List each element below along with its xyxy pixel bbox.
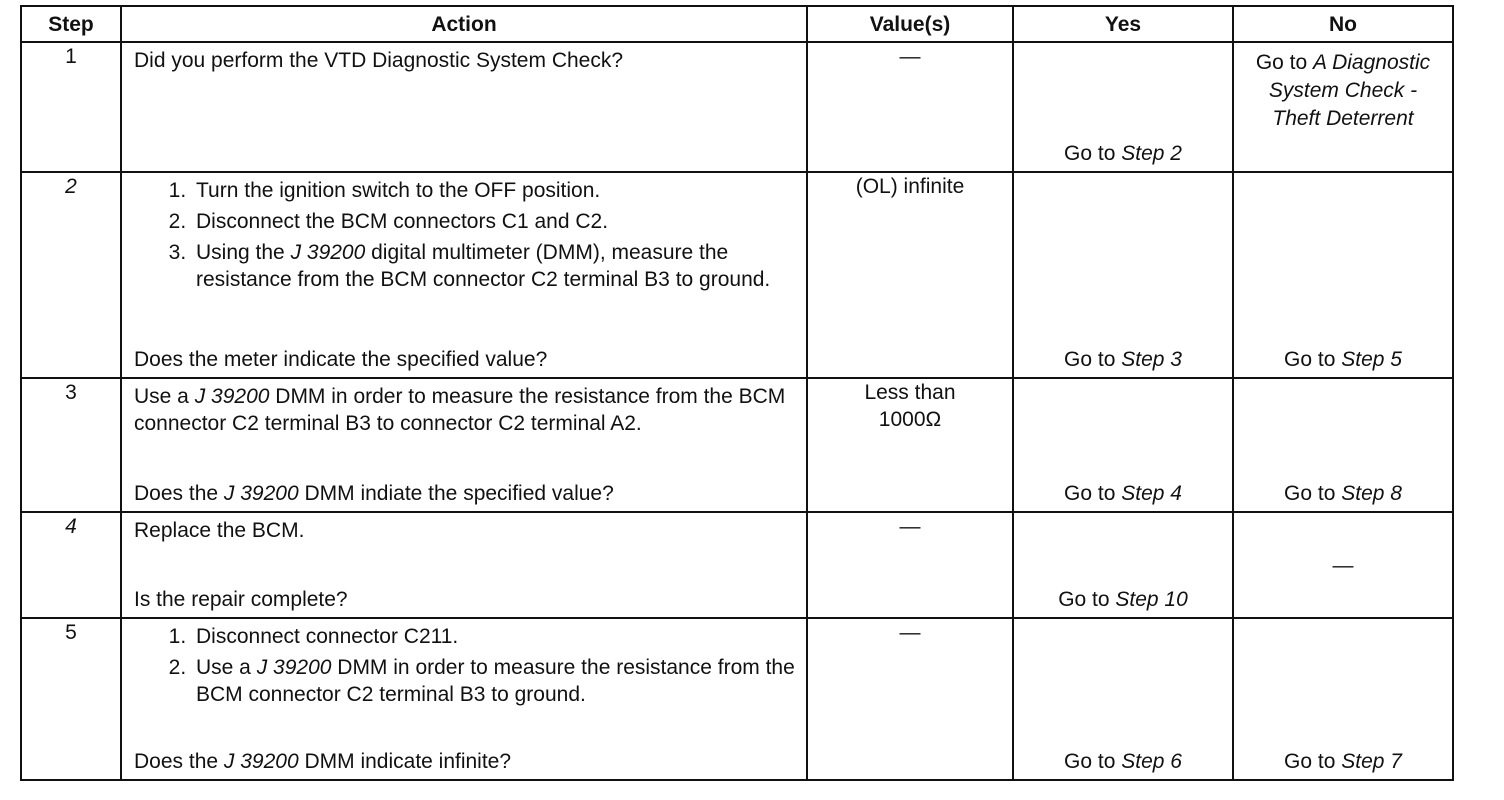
no-result[interactable]: Go to Step 8	[1284, 482, 1402, 505]
header-no: No	[1233, 6, 1453, 42]
action-step-item: 3. Using the J 39200 digital multimeter (DMM), measure the resistance from the BCM connector C2 terminal B3 to ground.	[192, 239, 796, 293]
step-number: 4	[21, 512, 121, 618]
action-step-item: 1. Disconnect connector C211.	[192, 623, 796, 650]
yes-result[interactable]: Go to Step 6	[1064, 750, 1182, 773]
header-values: Value(s)	[807, 6, 1013, 42]
header-action: Action	[121, 6, 807, 42]
value-cell: —	[807, 512, 1013, 618]
yes-result[interactable]: Go to Step 3	[1064, 348, 1182, 371]
yes-result[interactable]: Go to Step 4	[1064, 482, 1182, 505]
yes-cell	[1013, 42, 1233, 172]
action-text: Use a J 39200 DMM in order to measure the resistance from the BCM connector C2 terminal B3 to connector C2 terminal A2.	[134, 385, 786, 435]
action-step-item: 1. Turn the ignition switch to the OFF position.	[192, 177, 796, 204]
value-cell: Less than 1000Ω	[807, 378, 1013, 512]
value-cell: —	[807, 42, 1013, 172]
yes-result[interactable]: Go to Step 2	[1064, 142, 1182, 165]
action-steps	[122, 623, 806, 708]
action-step-item: 2. Disconnect the BCM connectors C1 and C2.	[192, 208, 796, 235]
no-result[interactable]: Go to Step 5	[1284, 348, 1402, 371]
action-step-item: 2. Use a J 39200 DMM in order to measure the resistance from the BCM connector C2 terminal B3 to ground.	[192, 654, 796, 708]
step-number: 3	[21, 378, 121, 512]
header-row	[21, 6, 1453, 42]
yes-cell	[1013, 172, 1233, 378]
no-cell	[1233, 378, 1453, 512]
yes-cell	[1013, 618, 1233, 780]
step-number: 2	[21, 172, 121, 378]
value-cell: (OL) infinite	[807, 172, 1013, 378]
table-row	[21, 42, 1453, 172]
action-text: Did you perform the VTD Diagnostic System Check?	[134, 49, 624, 72]
table-row	[21, 172, 1453, 378]
no-cell	[1233, 618, 1453, 780]
action-question: Is the repair complete?	[134, 588, 348, 611]
action-cell	[121, 618, 807, 780]
yes-cell	[1013, 378, 1233, 512]
action-cell	[121, 42, 807, 172]
action-question: Does the J 39200 DMM indiate the specified value?	[134, 482, 614, 505]
table-row	[21, 378, 1453, 512]
no-cell	[1233, 42, 1453, 172]
header-yes: Yes	[1013, 6, 1233, 42]
no-cell	[1233, 172, 1453, 378]
step-number: 5	[21, 618, 121, 780]
value-cell: —	[807, 618, 1013, 780]
no-result[interactable]: Go to Step 7	[1284, 750, 1402, 773]
yes-cell	[1013, 512, 1233, 618]
table-row	[21, 512, 1453, 618]
action-steps	[122, 177, 806, 293]
action-question: Does the meter indicate the specified value?	[134, 348, 548, 371]
action-cell	[121, 378, 807, 512]
yes-result[interactable]: Go to Step 10	[1058, 588, 1188, 611]
action-question: Does the J 39200 DMM indicate infinite?	[134, 750, 512, 773]
no-result[interactable]: Go to A Diagnostic System Check - Theft Deterrent	[1255, 51, 1431, 130]
action-cell	[121, 172, 807, 378]
header-step: Step	[21, 6, 121, 42]
action-text: Replace the BCM.	[134, 519, 305, 542]
table-row	[21, 618, 1453, 780]
no-cell: —	[1233, 512, 1453, 618]
diagnostic-table	[20, 5, 1454, 781]
action-cell	[121, 512, 807, 618]
step-number: 1	[21, 42, 121, 172]
